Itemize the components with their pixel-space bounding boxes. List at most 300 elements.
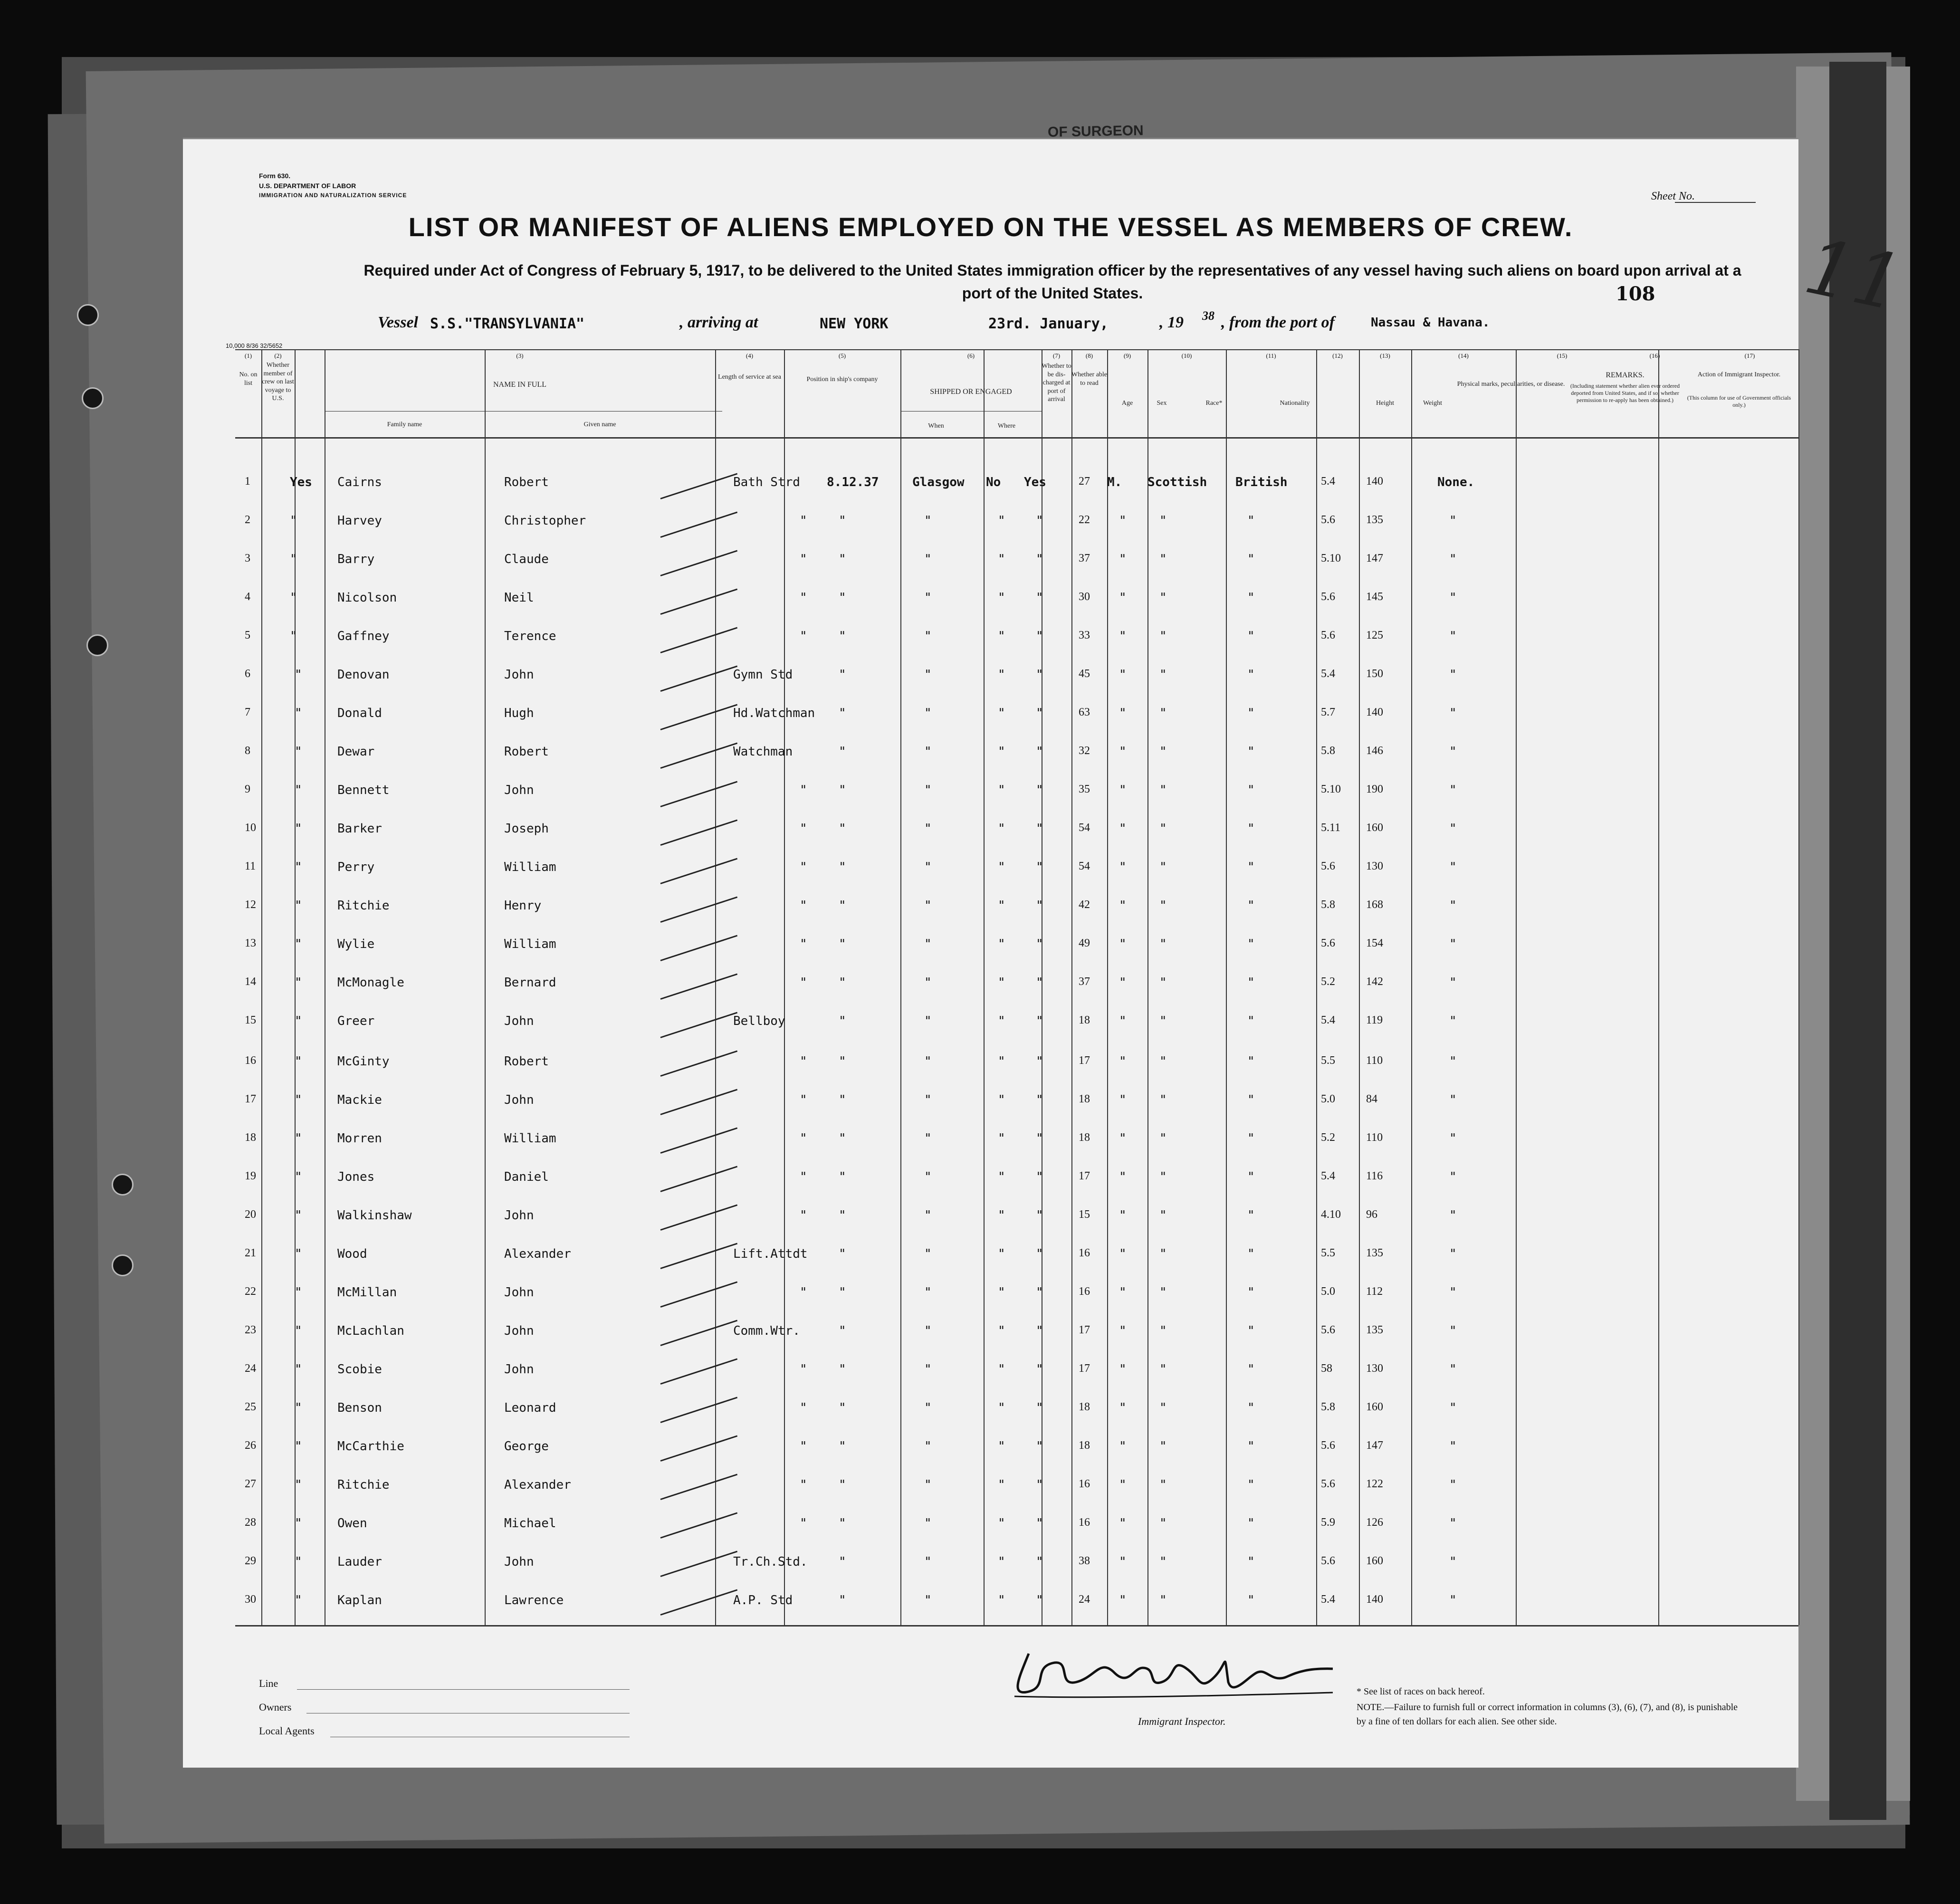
sex: " [1119,1439,1127,1454]
prev-voyage: " [290,629,297,643]
column-number: (4) [746,352,754,359]
sex: " [1119,1170,1127,1184]
age: 27 [1079,475,1090,488]
age: 15 [1079,1208,1090,1221]
nationality: " [1247,1478,1255,1492]
nationality: " [1247,629,1255,643]
height: 5.6 [1321,1555,1335,1567]
length-of-service-strike [660,1551,738,1577]
physical-marks: " [1449,1054,1457,1069]
position: Watchman [733,745,793,759]
given-name: Hugh [504,706,534,720]
header-whether-member: Whether member of crew on last voyage to U.S. [262,362,294,402]
height: 5.6 [1321,591,1335,603]
vessel-line [183,309,1798,342]
discharged: " [998,1208,1005,1223]
row-number: 4 [245,591,250,603]
able-to-read: " [1036,706,1043,720]
column-divider [715,349,716,1625]
shipped-where: " [924,591,932,605]
position: A.P. Std [733,1593,793,1607]
length-of-service-strike [660,1051,738,1077]
physical-marks: " [1449,1093,1457,1107]
given-name: John [504,1362,534,1377]
weight: 110 [1366,1131,1383,1144]
family-name: Wylie [337,937,375,951]
shipped-where: " [924,1516,932,1531]
physical-marks: " [1449,1401,1457,1415]
weight: 135 [1366,1324,1383,1336]
discharged: " [998,1247,1005,1261]
row-number: 22 [245,1285,256,1298]
family-name: Scobie [337,1362,382,1377]
length-of-service-strike [660,935,738,961]
shipped-when: " [839,1593,846,1607]
discharged: " [998,1439,1005,1454]
discharged: " [998,899,1005,913]
discharged: " [998,1478,1005,1492]
discharged: " [998,1093,1005,1107]
able-to-read: " [1036,514,1043,528]
able-to-read: " [1036,1439,1043,1454]
year-suffix: 38 [1202,309,1214,323]
age: 18 [1079,1131,1090,1144]
sex: " [1119,668,1127,682]
position: " [800,591,807,605]
column-divider [1798,349,1799,1625]
row-number: 18 [245,1131,256,1144]
shipped-when: " [839,1014,846,1028]
sex: " [1119,1093,1127,1107]
height: 4.10 [1321,1208,1341,1221]
row-number: 23 [245,1324,256,1336]
age: 45 [1079,668,1090,680]
able-to-read: " [1036,629,1043,643]
sheet-number-line [1675,202,1756,203]
physical-marks: " [1449,1247,1457,1261]
family-name: McCarthie [337,1439,404,1454]
column-divider [485,349,486,1625]
length-of-service-strike [660,1243,738,1269]
column-divider [900,349,901,1625]
able-to-read: " [1036,1014,1043,1028]
position: " [800,1478,807,1492]
row-number: 20 [245,1208,256,1221]
discharged: " [998,860,1005,874]
length-of-service-strike [660,473,738,499]
weight: 160 [1366,1555,1383,1567]
shipped-when: " [839,668,846,682]
column-number: (17) [1744,352,1755,359]
position: " [800,514,807,528]
length-of-service-strike [660,1205,738,1231]
header-height: Height [1376,400,1395,407]
shipped-where: " [924,745,932,759]
arrival-port: NEW YORK [820,316,889,332]
shipped-when: " [839,1093,846,1107]
family-name: Ritchie [337,1478,390,1492]
table-header-border [235,437,1798,439]
able-to-read: " [1036,552,1043,566]
discharged: " [998,822,1005,836]
prev-voyage: " [295,860,302,874]
age: 35 [1079,783,1090,795]
weight: 135 [1366,1247,1383,1259]
position: " [800,1054,807,1069]
length-of-service-strike [660,704,738,730]
position: Tr.Ch.Std. [733,1555,808,1569]
prev-voyage: " [295,706,302,720]
length-of-service-strike [660,589,738,615]
prev-voyage: " [290,552,297,566]
column-divider [1658,349,1659,1625]
column-divider [1516,349,1517,1625]
shipped-when: " [839,1401,846,1415]
shipped-where: " [924,1362,932,1377]
header-length-of-service: Length of service at sea [718,373,781,381]
weight: 140 [1366,475,1383,488]
height: 5.7 [1321,706,1335,718]
physical-marks: " [1449,745,1457,759]
height: 5.4 [1321,1014,1335,1026]
given-name: John [504,783,534,797]
shipped-when: " [839,1439,846,1454]
nationality: " [1247,1555,1255,1569]
nationality: " [1247,1285,1255,1300]
height: 5.6 [1321,1439,1335,1452]
header-where: Where [997,422,1016,430]
physical-marks: " [1449,976,1457,990]
column-divider [1226,349,1227,1625]
row-number: 16 [245,1054,256,1067]
given-name: Henry [504,899,542,913]
height: 5.6 [1321,860,1335,872]
able-to-read: " [1036,899,1043,913]
header-position: Position in ship's company [806,376,878,383]
given-name: Alexander [504,1247,571,1261]
header-shipped-engaged: SHIPPED OR ENGAGED [930,388,1012,396]
row-number: 13 [245,937,256,949]
age: 17 [1079,1054,1090,1067]
race: " [1159,1362,1167,1377]
shipped-where: " [924,1324,932,1338]
race: " [1159,937,1167,951]
physical-marks: " [1449,591,1457,605]
able-to-read: " [1036,1401,1043,1415]
shipped-when: " [839,1516,846,1531]
physical-marks: " [1449,1439,1457,1454]
position: Lift.Attdt [733,1247,808,1261]
race: " [1159,668,1167,682]
nationality: " [1247,1054,1255,1069]
age: 22 [1079,514,1090,526]
family-name: Jones [337,1170,375,1184]
length-of-service-strike [660,781,738,807]
header-family-name: Family name [387,421,422,428]
able-to-read: " [1036,1478,1043,1492]
discharged: " [998,514,1005,528]
physical-marks: " [1449,899,1457,913]
discharged: " [998,1170,1005,1184]
nationality: " [1247,1208,1255,1223]
prev-voyage: " [295,1247,302,1261]
column-divider [984,349,985,1625]
shipped-where: " [924,822,932,836]
length-of-service-strike [660,1089,738,1115]
family-name: Denovan [337,668,390,682]
sex: " [1119,1131,1127,1146]
race: " [1159,1093,1167,1107]
nationality: " [1247,1516,1255,1531]
weight: 125 [1366,629,1383,641]
nationality: " [1247,1401,1255,1415]
race: " [1159,1208,1167,1223]
length-of-service-strike [660,1474,738,1500]
able-to-read: " [1036,822,1043,836]
length-of-service-strike [660,1512,738,1539]
family-name: McMonagle [337,976,404,990]
column-number: (2) [274,352,282,359]
height: 58 [1321,1362,1332,1375]
race: " [1159,899,1167,913]
age: 16 [1079,1285,1090,1298]
discharged: " [998,976,1005,990]
shipped-when: " [839,860,846,874]
length-of-service-strike [660,1166,738,1192]
length-of-service-strike [660,1397,738,1423]
shipped-when: " [839,706,846,720]
age: 37 [1079,552,1090,565]
able-to-read: " [1036,1247,1043,1261]
race: " [1159,1285,1167,1300]
nationality: " [1247,1247,1255,1261]
physical-marks: " [1449,1324,1457,1338]
family-name: McGinty [337,1054,390,1069]
prev-voyage: " [295,1093,302,1107]
column-number: (11) [1266,352,1276,359]
discharged: " [998,1014,1005,1028]
physical-marks: " [1449,1170,1457,1184]
length-of-service-strike [660,974,738,1000]
race: " [1159,514,1167,528]
race: " [1159,860,1167,874]
row-number: 10 [245,822,256,834]
prev-voyage: " [295,1593,302,1607]
row-number: 24 [245,1362,256,1375]
header-remarks: REMARKS. [1606,371,1644,379]
able-to-read: " [1036,1555,1043,1569]
position: " [800,1208,807,1223]
height: 5.6 [1321,1478,1335,1490]
prev-voyage: " [290,591,297,605]
physical-marks: " [1449,1014,1457,1028]
header-race: Race* [1205,400,1223,407]
vessel-name: S.S."TRANSYLVANIA" [430,316,585,332]
physical-marks: " [1449,1516,1457,1531]
row-number: 26 [245,1439,256,1452]
year-prefix: , 19 [1159,314,1184,331]
manifest-page [183,123,1911,1768]
given-name: John [504,1208,534,1223]
length-of-service-strike [660,1320,738,1346]
race: " [1159,976,1167,990]
shipped-where: " [924,706,932,720]
nationality: " [1247,937,1255,951]
position: " [800,1401,807,1415]
row-number: 12 [245,899,256,911]
binder-hole [86,634,108,656]
header-inspector-note: (This column for use of Government officials only.) [1687,394,1791,408]
age: 38 [1079,1555,1090,1567]
position: " [800,860,807,874]
line-label: Line [259,1677,278,1689]
length-of-service-strike [660,1282,738,1308]
column-number: (14) [1458,352,1469,359]
able-to-read: " [1036,1131,1043,1146]
shipped-when: " [839,552,846,566]
family-name: Mackie [337,1093,382,1107]
height: 5.0 [1321,1285,1335,1298]
department-name: U.S. DEPARTMENT OF LABOR [259,182,356,190]
nationality: " [1247,706,1255,720]
row-number: 27 [245,1478,256,1490]
weight: 135 [1366,514,1383,526]
able-to-read: " [1036,1170,1043,1184]
family-name: McLachlan [337,1324,404,1338]
prev-voyage: " [295,1401,302,1415]
header-when: When [928,422,944,430]
row-number: 7 [245,706,250,718]
discharged: " [998,937,1005,951]
weight: 160 [1366,822,1383,834]
prev-voyage: " [295,1478,302,1492]
header-weight: Weight [1423,400,1443,407]
prev-voyage: " [295,976,302,990]
column-divider [1107,349,1108,1625]
position: Bellboy [733,1014,785,1028]
sex: " [1119,1324,1127,1338]
prev-voyage: " [295,937,302,951]
given-name: William [504,1131,556,1146]
shipped-where: " [924,1208,932,1223]
height: 5.5 [1321,1247,1335,1259]
nationality: " [1247,1439,1255,1454]
discharged: " [998,1401,1005,1415]
row-number: 28 [245,1516,256,1529]
header-able-to-read: Whether able to read [1071,371,1108,387]
age: 17 [1079,1324,1090,1336]
able-to-read: " [1036,937,1043,951]
row-number: 1 [245,475,250,488]
race: " [1159,1324,1167,1338]
given-name: John [504,1285,534,1300]
prev-voyage: " [295,1439,302,1454]
shipped-when: " [839,783,846,797]
sex: " [1119,1593,1127,1607]
vessel-label: Vessel [378,314,418,331]
family-name: Bennett [337,783,390,797]
sex: " [1119,1401,1127,1415]
weight: 154 [1366,937,1383,949]
prev-voyage: " [295,1362,302,1377]
length-of-service-strike [660,627,738,653]
physical-marks: " [1449,1362,1457,1377]
shipped-when: " [839,514,846,528]
position: " [800,822,807,836]
page-number: 108 [1616,283,1655,305]
age: 17 [1079,1362,1090,1375]
length-of-service-strike [660,550,738,576]
penalty-note: NOTE.—Failure to furnish full or correct information in columns (3), (6), (7), and (8), is punishable by a fine of ten dollars for each alien. See other side. [1357,1702,1738,1727]
physical-marks: " [1449,783,1457,797]
age: 24 [1079,1593,1090,1606]
shipped-where: " [924,899,932,913]
height: 5.4 [1321,668,1335,680]
surgeon-stamp: OF SURGEON [1047,123,1144,140]
weight: 147 [1366,1439,1383,1452]
print-code: 10,000 8/36 32/5652 [226,342,283,349]
family-name: Lauder [337,1555,382,1569]
header-remarks-note: (Including statement whether alien ever ordered deported from United States, and if so, whether permission to re-apply has been obtained.) [1570,383,1680,403]
shipped-where: " [924,1478,932,1492]
family-name: Barker [337,822,382,836]
from-label: , from the port of [1221,314,1335,331]
family-name: Perry [337,860,375,874]
race: Scottish [1147,475,1207,489]
weight: 150 [1366,668,1383,680]
shipped-when: " [839,1478,846,1492]
family-name: Owen [337,1516,367,1531]
shipped-where: " [924,1014,932,1028]
physical-marks: " [1449,822,1457,836]
nationality: " [1247,1324,1255,1338]
shipped-when: " [839,629,846,643]
able-to-read: " [1036,668,1043,682]
physical-marks: " [1449,514,1457,528]
given-name: John [504,1555,534,1569]
family-name: Morren [337,1131,382,1146]
family-name: Kaplan [337,1593,382,1607]
binder-hole [77,304,99,326]
page-edge [183,138,1798,139]
row-number: 3 [245,552,250,565]
given-name: Robert [504,475,549,489]
age: 16 [1079,1516,1090,1529]
nationality: " [1247,1131,1255,1146]
shipped-where: " [924,860,932,874]
physical-marks: None. [1437,475,1475,489]
nationality: " [1247,591,1255,605]
length-of-service-strike [660,897,738,923]
shipped-where: " [924,976,932,990]
shipped-where: Glasgow [912,475,965,489]
able-to-read: Yes [1024,475,1046,489]
able-to-read: " [1036,1093,1043,1107]
sex: " [1119,514,1127,528]
weight: 116 [1366,1170,1383,1182]
position: Comm.Wtr. [733,1324,800,1338]
sex: " [1119,860,1127,874]
able-to-read: " [1036,1362,1043,1377]
discharged: " [998,1362,1005,1377]
height: 5.6 [1321,629,1335,641]
table-top-border [235,349,1798,350]
sex: " [1119,1054,1127,1069]
nationality: " [1247,1362,1255,1377]
prev-voyage: Yes [290,475,312,489]
height: 5.2 [1321,1131,1335,1144]
shipped-where: " [924,668,932,682]
